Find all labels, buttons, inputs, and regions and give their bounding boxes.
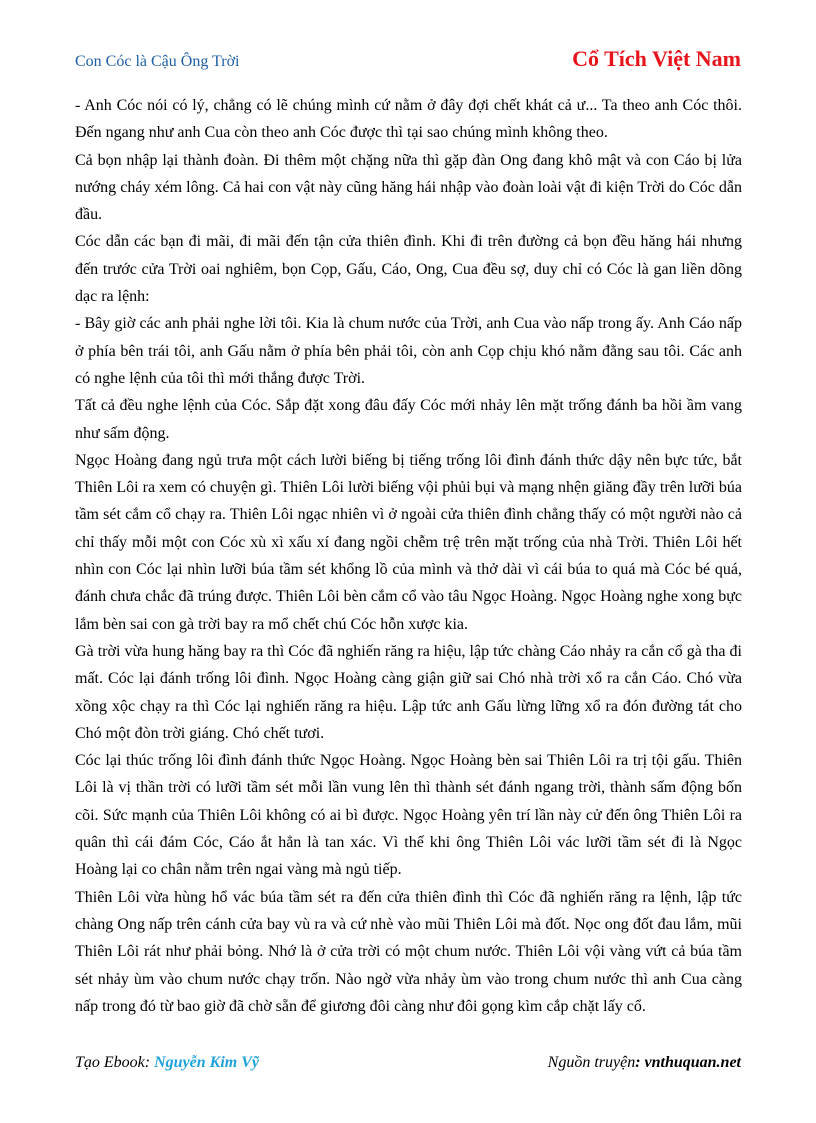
- source-separator: :: [635, 1054, 641, 1071]
- source-credit: [548, 1054, 741, 1072]
- ebook-credit: [75, 1054, 259, 1072]
- paragraph: Cóc dẫn các bạn đi mãi, đi mãi đến tận cửa thiên đình. Khi đi trên đường cả bọn đều hăng hái nhưng đến trước cửa Trời oai nghiêm, bọn Cọp, Gấu, Cáo, Ong, Cua đều sợ, duy chỉ có Cóc là gan liền dõng dạc ra lệnh:: [75, 233, 742, 306]
- paragraph: - Bây giờ các anh phải nghe lời tôi. Kia là chum nước của Trời, anh Cua vào nấp trong ấy. Anh Cáo nấp ở phía bên trái tôi, anh Gấu nằm ở phía bên phải tôi, còn anh Cọp chịu khó nằm đằng sau tôi. Các anh có nghe lệnh của tôi thì mới thắng được Trời.: [75, 315, 742, 387]
- paragraph: Cóc lại thúc trống lôi đình đánh thức Ngọc Hoàng. Ngọc Hoàng bèn sai Thiên Lôi ra trị tội gấu. Thiên Lôi là vị thần trời có lưỡi tầm sét mỗi lần vung lên thì thành sét đánh ngang trời, thành sấm động bốn cõi. Sức mạnh của Thiên Lôi không có ai bì được. Ngọc Hoàng yên trí lần này cử đến ông Thiên Lôi ra quân thì cái đám Cóc, Cáo ắt hẳn là tan xác. Vì thế khi ông Thiên Lôi vác lưỡi tầm sét đi là Ngọc Hoàng lại co chân nằm trên ngai vàng mà ngủ tiếp.: [75, 752, 742, 879]
- ebook-label: Tạo Ebook: [75, 1054, 145, 1071]
- source-label: Nguồn truyện: [547, 1054, 636, 1071]
- paragraph: Gà trời vừa hung hăng bay ra thì Cóc đã nghiến răng ra hiệu, lập tức chàng Cáo nhảy ra cắn cổ gà tha đi mất. Cóc lại đánh trống lôi đình. Ngọc Hoàng càng giận giữ sai Chó nhà trời xổ ra cắn Cáo. Chó vừa xồng xộc chạy ra thì Cóc lại nghiến răng ra hiệu. Lập tức anh Gấu lừng lững xổ ra đón đường tát cho Chó một đòn trời giáng. Chó chết tươi.: [75, 642, 742, 742]
- page-header: [75, 46, 741, 76]
- collection-title: Cổ Tích Việt Nam: [572, 46, 741, 71]
- source-site: vnthuquan.net: [644, 1054, 741, 1071]
- ebook-separator: :: [144, 1054, 151, 1071]
- paragraph: Cả bọn nhập lại thành đoàn. Đi thêm một chặng nữa thì gặp đàn Ong đang khô mật và con Cáo bị lửa nướng cháy xém lông. Cả hai con vật này cũng hăng hái nhập vào đoàn loài vật đi kiện Trời do Cóc dẫn đầu.: [75, 151, 742, 224]
- story-body: [75, 92, 742, 1020]
- paragraph: Thiên Lôi vừa hùng hổ vác búa tầm sét ra đến cửa thiên đình thì Cóc đã nghiến răng ra lệnh, lập tức chàng Ong nấp trên cánh cửa bay vù ra và cứ nhè vào mũi Thiên Lôi mà đốt. Nọc ong đốt đau lắm, mũi Thiên Lôi rát như phải bỏng. Nhớ là ở cửa trời có một chum nước. Thiên Lôi vội vàng vứt cả búa tầm sét nhảy ùm vào chum nước chạy trốn. Nào ngờ vừa nhảy ùm vào trong chum nước thì anh Cua càng nấp trong đó từ bao giờ đã chờ sẵn để giương đôi càng như đôi gọng kìm cắp chặt lấy cổ.: [75, 888, 742, 1015]
- story-title: Con Cóc là Cậu Ông Trời: [75, 53, 240, 70]
- page-footer: [75, 1054, 741, 1078]
- ebook-author: Nguyễn Kim Vỹ: [154, 1054, 259, 1071]
- paragraph: - Anh Cóc nói có lý, chẳng có lẽ chúng mình cứ nằm ở đây đợi chết khát cả ư... Ta theo anh Cóc thôi. Đến ngang như anh Cua còn theo anh Cóc được thì tại sao chúng mình không theo.: [75, 97, 742, 142]
- paragraph: Tất cả đều nghe lệnh của Cóc. Sắp đặt xong đâu đấy Cóc mới nhảy lên mặt trống đánh ba hồi ầm vang như sấm động.: [75, 397, 742, 442]
- paragraph: Ngọc Hoàng đang ngủ trưa một cách lười biếng bị tiếng trống lôi đình đánh thức dậy nên bực tức, bắt Thiên Lôi ra xem có chuyện gì. Thiên Lôi lười biếng vội phủi bụi và mạng nhện giăng đầy trên lưỡi búa tầm sét cắm cổ chạy ra. Thiên Lôi ngạc nhiên vì ở ngoài cửa thiên đình chẳng thấy có một người nào cả chỉ thấy mỗi một con Cóc xù xì xấu xí đang ngồi chễm trệ trên mặt trống của nhà Trời. Thiên Lôi hết nhìn con Cóc lại nhìn lưỡi búa tầm sét khổng lồ của mình và thở dài vì cái búa to quá mà Cóc bé quá, đánh chưa chắc đã trúng được. Thiên Lôi bèn cắm cổ vào tâu Ngọc Hoàng. Ngọc Hoàng nghe xong bực lắm bèn sai con gà trời bay ra mổ chết chú Cóc hỗn xược kia.: [75, 451, 742, 633]
